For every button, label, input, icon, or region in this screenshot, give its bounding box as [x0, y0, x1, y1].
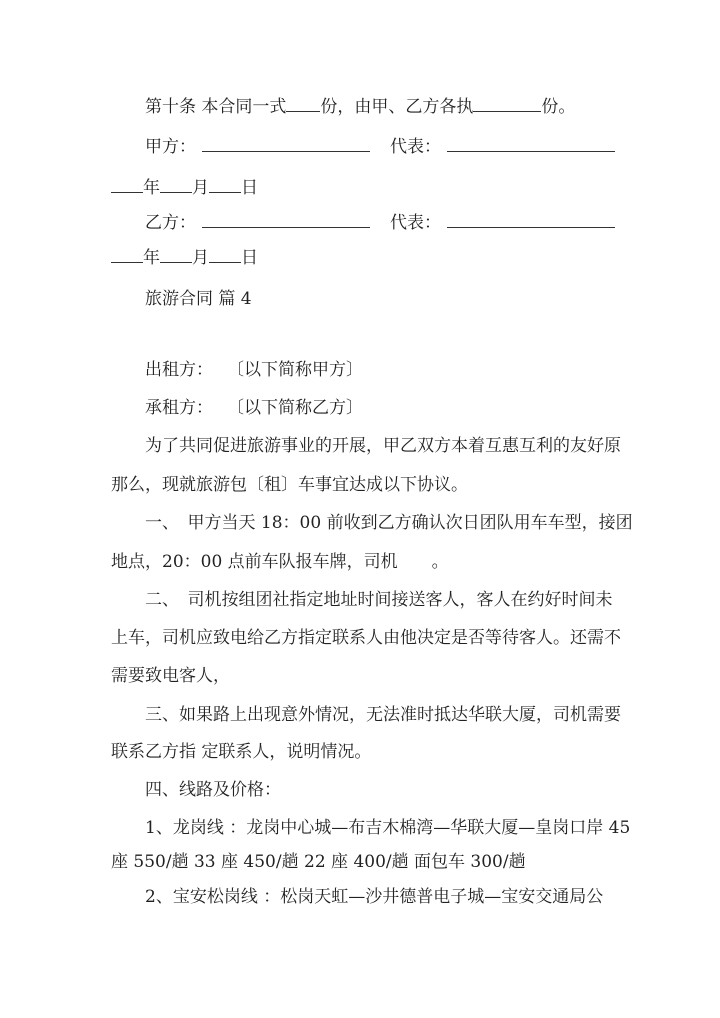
paragraph-line: 需要致电客人，: [111, 666, 230, 686]
paragraph-line: 2、宝安松岗线 ：松岗天虹—沙井德普电子城—宝安交通局公: [145, 887, 604, 907]
section-heading: 旅游合同 篇 4: [145, 289, 252, 309]
paragraph-line: 一、 甲方当天 18：00 前收到乙方确认次日团队用车车型，接团: [145, 513, 633, 533]
party-a-label: 甲方：: [145, 137, 196, 157]
text: 〔以下简称甲方〕: [227, 360, 363, 380]
text: 日: [241, 178, 258, 198]
party-b-label: 乙方：: [145, 213, 196, 233]
copies-each-blank: [473, 95, 541, 112]
text: 承租方：: [145, 398, 213, 418]
text: 日: [241, 248, 258, 268]
paragraph-line: 三、如果路上出现意外情况，无法准时抵达华联大厦，司机需要: [145, 705, 621, 725]
date-line-b: [111, 246, 258, 269]
day-blank: [209, 176, 241, 193]
party-b-blank: [202, 211, 370, 228]
text: 份，由甲、乙方各执: [320, 97, 474, 117]
month-blank: [160, 176, 192, 193]
rep-label: 代表：: [390, 137, 441, 157]
paragraph-line: 那么，现就旅游包〔租〕车事宜达成以下协议。: [111, 475, 468, 495]
text: 出租方：: [145, 360, 213, 380]
paragraph-line: 座 550/趟 33 座 450/趟 22 座 400/趟 面包车 300/趟: [111, 852, 526, 872]
paragraph-line: 1、龙岗线 ：龙岗中心城—布吉木棉湾—华联大厦—皇岗口岸 45: [145, 818, 631, 838]
party-a-blank: [202, 135, 370, 152]
text: 份。: [541, 97, 576, 117]
paragraph-line: 二、 司机按组团社指定地址时间接送客人，客人在约好时间未: [145, 590, 613, 610]
copies-blank: [286, 95, 320, 112]
rep-label: 代表：: [390, 213, 441, 233]
paragraph-line: 地点，20：00 点前车队报车牌，司机 。: [111, 552, 449, 572]
text: 年: [143, 178, 160, 198]
year-blank: [111, 176, 143, 193]
party-b-signature: [145, 211, 615, 234]
rep-blank: [447, 135, 615, 152]
article-10: [145, 95, 575, 118]
paragraph-line: 上车，司机应致电给乙方指定联系人由他决定是否等待客人。还需不: [111, 628, 621, 648]
text: 月: [192, 248, 209, 268]
rep-blank: [447, 211, 615, 228]
lessor-line: [145, 359, 363, 381]
paragraph-line: 联系乙方指 定联系人，说明情况。: [111, 742, 372, 762]
month-blank: [160, 246, 192, 263]
day-blank: [209, 246, 241, 263]
paragraph-line: 为了共同促进旅游事业的开展，甲乙双方本着互惠互利的友好原: [145, 436, 621, 456]
text: 月: [192, 178, 209, 198]
text: 〔以下简称乙方〕: [227, 398, 363, 418]
text: 第十条 本合同一式: [145, 97, 287, 117]
lessee-line: [145, 397, 363, 419]
year-blank: [111, 246, 143, 263]
date-line-a: [111, 176, 258, 199]
text: 年: [143, 248, 160, 268]
party-a-signature: [145, 135, 615, 158]
paragraph-line: 四、线路及价格：: [145, 780, 281, 800]
